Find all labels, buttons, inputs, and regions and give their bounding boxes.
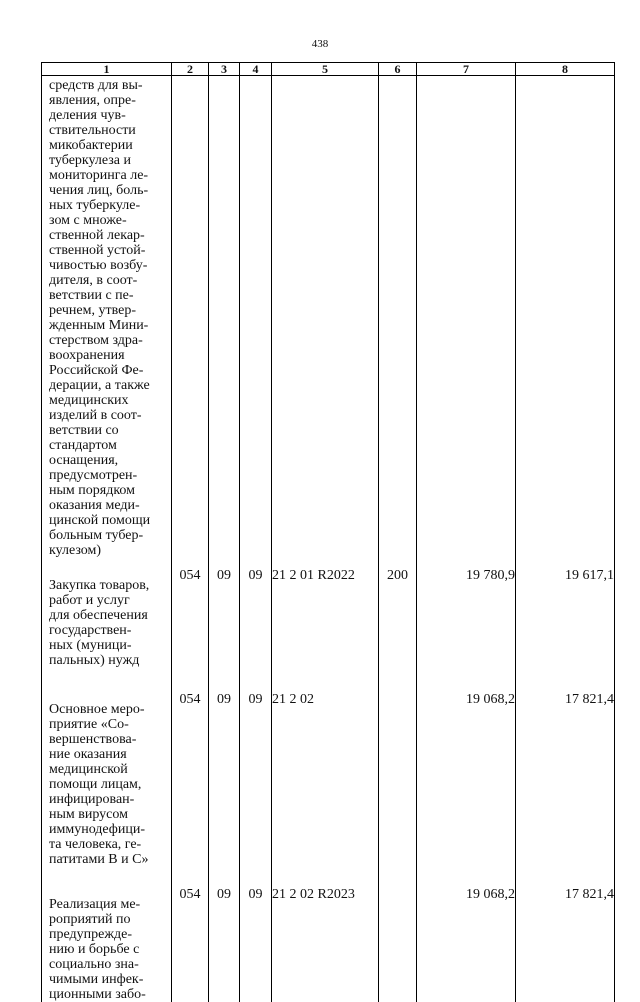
budget-table	[41, 62, 615, 1002]
table-row	[42, 568, 615, 692]
row-grbs: 054	[172, 887, 209, 1002]
table-row	[42, 692, 615, 887]
row-csr: 21 2 02 R2023	[272, 887, 379, 1002]
table-row	[42, 76, 615, 569]
header-col-6: 6	[379, 63, 417, 76]
row-name: средств для вы- явления, опре- деления чув- ствительности микобактерии туберкулеза и мониторинга ле- чения лиц, боль- ных туберкуле- зом с множе- ственной лекар- ственной устой- чивостью возбу- дителя, в соот- ветствии с пе- речнем, утвер- жденным Мини- стерством здра- воохранения Российской Фе- дерации, а также медицинских изделий в соот- ветствии со стандартом оснащения, предусмотрен- ным порядком оказания меди- цинской помощи больным тубер- кулезом)	[49, 78, 151, 558]
row-sum-2: 17 821,4	[516, 692, 615, 887]
row-grbs: 054	[172, 568, 209, 692]
row-csr: 21 2 01 R2022	[272, 568, 379, 692]
row-name: Реализация ме- роприятий по предупрежде- нию и борьбе с социально зна- чимыми инфек- ционными забо-	[49, 897, 146, 1002]
header-col-7: 7	[417, 63, 516, 76]
row-name: Основное меро- приятие «Со- вершенствова- ние оказания медицинской помощи лицам, инфицирован- ным вирусом иммунодефици- та человека, ге- патитами В и С»	[49, 702, 149, 867]
row-sum-1: 19 068,2	[417, 887, 516, 1002]
row-sum-2	[516, 76, 615, 569]
row-sum-2: 19 617,1	[516, 568, 615, 692]
header-col-2: 2	[172, 63, 209, 76]
row-csr: 21 2 02	[272, 692, 379, 887]
row-pr: 09	[240, 887, 272, 1002]
table-row	[42, 887, 615, 1002]
header-col-3: 3	[209, 63, 240, 76]
row-rz: 09	[209, 887, 240, 1002]
row-grbs	[172, 76, 209, 569]
row-rz: 09	[209, 692, 240, 887]
row-csr	[272, 76, 379, 569]
row-sum-1: 19 780,9	[417, 568, 516, 692]
header-col-1: 1	[42, 63, 172, 76]
row-rz	[209, 76, 240, 569]
header-col-4: 4	[240, 63, 272, 76]
header-col-8: 8	[516, 63, 615, 76]
row-pr	[240, 76, 272, 569]
header-row	[42, 63, 615, 76]
row-name: Закупка товаров, работ и услуг для обеспечения государствен- ных (муници- пальных) нужд	[49, 578, 150, 668]
page-number: 438	[311, 38, 329, 50]
row-vr	[379, 887, 417, 1002]
row-vr	[379, 692, 417, 887]
header-col-5: 5	[272, 63, 379, 76]
row-rz: 09	[209, 568, 240, 692]
row-pr: 09	[240, 692, 272, 887]
row-pr: 09	[240, 568, 272, 692]
row-grbs: 054	[172, 692, 209, 887]
row-vr	[379, 76, 417, 569]
row-sum-2: 17 821,4	[516, 887, 615, 1002]
row-sum-1	[417, 76, 516, 569]
row-sum-1: 19 068,2	[417, 692, 516, 887]
row-vr: 200	[379, 568, 417, 692]
